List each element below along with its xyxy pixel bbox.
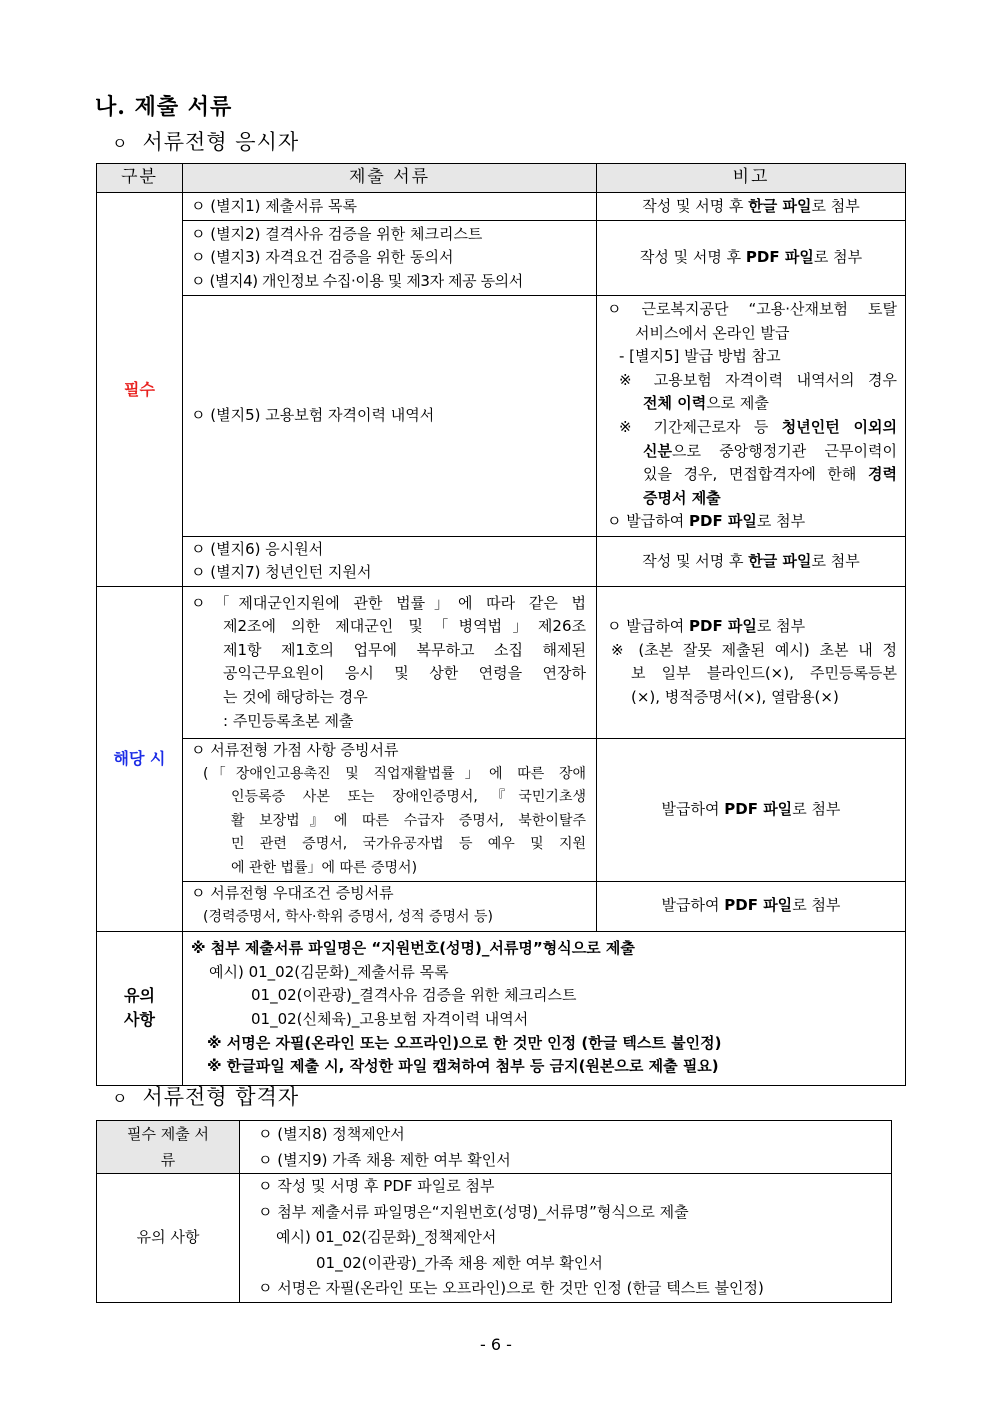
doc-cell: ㅇ「제대군인지원에 관한 법률」에 따라 같은 법 제2조에 의한 제대군인 및「병역법」제26조 제1항 제1호의 업무에 복무하고 소집 해제된 공익근무요원이 응시 및 상한 연령을 연장하 는 것에 해당하는 경우 : 주민등록초본 제출 (183, 586, 597, 738)
table-row (97, 193, 906, 221)
doc-cell: ㅇ (별지2) 결격사유 검증을 위한 체크리스트 ㅇ (별지3) 자격요건 검증을 위한 동의서 ㅇ (별지4) 개인정보 수집·이용 및 제3자 제공 동의서 (183, 221, 597, 296)
table-header-row (97, 164, 906, 193)
doc-cell: ㅇ (별지1) 제출서류 목록 (183, 193, 597, 221)
category-required: 필수 (97, 193, 183, 587)
notes-row (97, 931, 906, 1085)
doc-cell: ㅇ (별지8) 정책제안서 ㅇ (별지9) 가족 채용 제한 여부 확인서 (240, 1121, 892, 1174)
remark-cell: 작성 및 서명 후 PDF 파일로 첨부 (597, 221, 906, 296)
remark-cell: 발급하여 PDF 파일로 첨부 (597, 881, 906, 931)
remark-cell: ㅇ 발급하여 PDF 파일로 첨부 ※ (초본 잘못 제출된 예시) 초본 내 정 보 일부 블라인드(×), 주민등록등본 (×), 병적증명서(×), 열람용(×) (597, 586, 906, 738)
remark-cell: ㅇ 근로복지공단 “고용·산재보험 토탈 서비스에서 온라인 발급 - [별지5] 발급 방법 참고 ※ 고용보험 자격이력 내역서의 경우 전체 이력으로 제출 ※ 기간제근로자 등 청년인턴 이외의 신분으로 중앙행정기관 근무이력이 있을 경우, 면접합격자에 한해 경력 증명서 제출 ㅇ 발급하여 PDF 파일로 첨부 (597, 296, 906, 537)
category-notes: 유의 사항 (97, 931, 183, 1085)
doc-cell: ㅇ (별지6) 응시원서 ㅇ (별지7) 청년인턴 지원서 (183, 536, 597, 586)
table-row (97, 1174, 892, 1303)
table-row (97, 296, 906, 537)
table-row (97, 1121, 892, 1174)
table-row (97, 738, 906, 881)
notes-cell: ㅇ 작성 및 서명 후 PDF 파일로 첨부 ㅇ 첨부 제출서류 파일명은“지원번호(성명)_서류명”형식으로 제출 예시) 01_02(김문화)_정책제안서 01_02(이관광)_가족 채용 제한 여부 확인서 ㅇ 서명은 자필(온라인 또는 오프라인)으로 한 것만 인정 (한글 텍스트 불인정) (240, 1174, 892, 1303)
header-documents: 제출 서류 (183, 164, 597, 193)
table-row (97, 586, 906, 738)
remark-cell: 발급하여 PDF 파일로 첨부 (597, 738, 906, 881)
header-remarks: 비고 (597, 164, 906, 193)
table-row (97, 536, 906, 586)
table-row (97, 221, 906, 296)
notes-cell: ※ 첨부 제출서류 파일명은 “지원번호(성명)_서류명”형식으로 제출 예시) 01_02(김문화)_제출서류 목록 01_02(이관광)_결격사유 검증을 위한 체크리스트 01_02(신체육)_고용보험 자격이력 내역서 ※ 서명은 자필(온라인 또는 오프라인)으로 한 것만 인정 (한글 텍스트 불인정) ※ 한글파일 제출 시, 작성한 파일 캡쳐하여 첨부 등 금지(원본으로 제출 필요) (183, 931, 906, 1085)
page-number: - 6 - (480, 1335, 512, 1354)
remark-cell: 작성 및 서명 후 한글 파일로 첨부 (597, 536, 906, 586)
passers-notes-label: 유의 사항 (97, 1174, 240, 1303)
table-row (97, 881, 906, 931)
passers-documents-table (96, 1120, 892, 1303)
passers-required-label: 필수 제출 서류 (97, 1121, 240, 1174)
subsection-title-passers: ㅇ 서류전형 합격자 (112, 1085, 300, 1109)
header-category: 구분 (97, 164, 183, 193)
bullet-icon: ㅇ (112, 1089, 129, 1108)
subsection-title-screening: ㅇ 서류전형 응시자 (112, 130, 300, 154)
screening-documents-table (96, 163, 906, 1086)
doc-cell: ㅇ 서류전형 가점 사항 증빙서류 (「장애인고용촉진 및 직업재활법률」에 따른 장애 인등록증 사본 또는 장애인증명서,『국민기초생 활 보장법』에 따른 수급자 증명서, 북한이탈주 민 관련 증명서, 국가유공자법 등 예우 및 지원 에 관한 법률」에 따른 증명서) (183, 738, 597, 881)
category-applicable: 해당 시 (97, 586, 183, 931)
remark-cell: 작성 및 서명 후 한글 파일로 첨부 (597, 193, 906, 221)
doc-cell: ㅇ (별지5) 고용보험 자격이력 내역서 (183, 296, 597, 537)
bullet-icon: ㅇ (112, 134, 129, 153)
doc-cell: ㅇ 서류전형 우대조건 증빙서류 (경력증명서, 학사·학위 증명서, 성적 증명서 등) (183, 881, 597, 931)
section-title: 나. 제출 서류 (95, 94, 233, 120)
